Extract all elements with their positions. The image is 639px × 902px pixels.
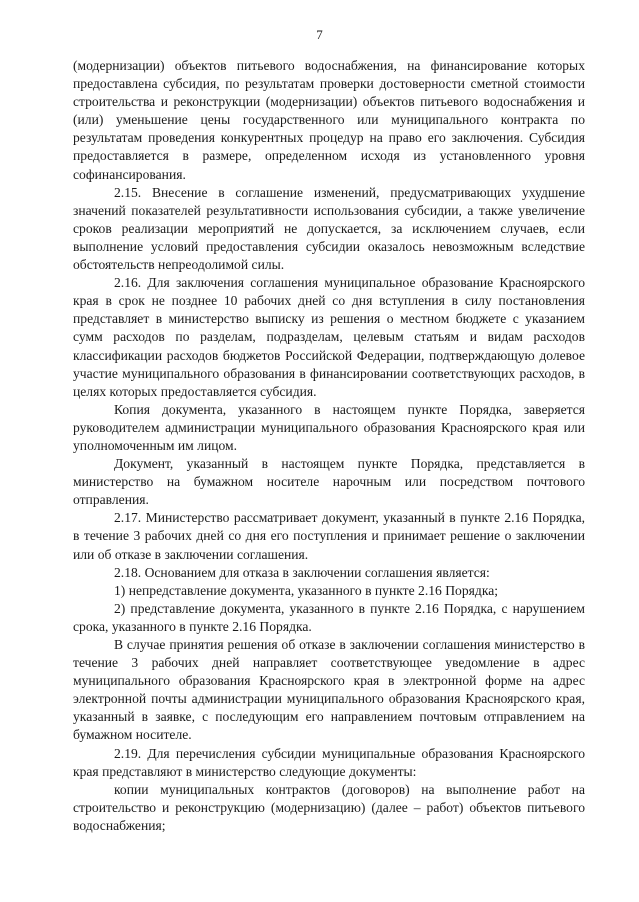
page-number: 7 [316,27,323,42]
paragraph: 2.16. Для заключения соглашения муниципальное образование Красноярского края в срок не позднее 10 рабочих дней со дня вступления в силу постановления представляет в министерство выписку из решения о местном бюджете с указанием сумм расходов по разделам, подразделам, целевым статьям и видам расходов классификации расходов бюджетов Российской Федерации, подтверждающую долевое участие муниципального образования в финансировании соответствующих расходов, в целях которых предоставляется субсидия. [73,275,585,399]
paragraph: Копия документа, указанного в настоящем пункте Порядка, заверяется руководителем администрации муниципального образования Красноярского края или уполномоченным им лицом. [73,401,585,453]
paragraph: В случае принятия решения об отказе в заключении соглашения министерство в течение 3 рабочих дней направляет соответствующее уведомление в адрес муниципального образования Красноярского края в электронной форме на адрес электронной почты администрации муниципального образования Красноярского края, указанный в заявке, с последующим его направлением почтовым отправлением на бумажном носителе. [73,637,585,743]
paragraph: копии муниципальных контрактов (договоров) на выполнение работ на строительство и реконструкцию (модернизацию) (далее – работ) объектов питьевого водоснабжения; [73,781,585,833]
paragraph: 1) непредставление документа, указанного в пункте 2.16 Порядка; [114,582,499,598]
document-body [73,57,585,835]
paragraph: (модернизации) объектов питьевого водоснабжения, на финансирование которых предоставлена субсидия, по результатам проверки достоверности сметной стоимости строительства и реконструкции (модернизации) объектов питьевого водоснабжения и (или) уменьшение цены государственного или муниципального контракта по результатам проведения конкурентных процедур на право его заключения. Субсидия предоставляется в размере, определенном исходя из установленного уровня софинансирования. [73,58,585,182]
paragraph: 2) представление документа, указанного в пункте 2.16 Порядка, с нарушением срока, указанного в пункте 2.16 Порядка. [73,600,585,634]
paragraph: 2.18. Основанием для отказа в заключении соглашения является: [114,564,490,580]
paragraph: Документ, указанный в настоящем пункте Порядка, представляется в министерство на бумажном носителе нарочным или посредством почтового отправления. [73,456,585,508]
paragraph: 2.15. Внесение в соглашение изменений, предусматривающих ухудшение значений показателей результативности использования субсидии, а также увеличение сроков реализации мероприятий не допускается, за исключением случаев, если выполнение условий предоставления субсидии оказалось невозможным вследствие обстоятельств непреодолимой силы. [73,184,585,273]
paragraph: 2.17. Министерство рассматривает документ, указанный в пункте 2.16 Порядка, в течение 3 рабочих дней со дня его поступления и принимает решение о заключении или об отказе в заключении соглашения. [73,510,585,562]
paragraph: 2.19. Для перечисления субсидии муниципальные образования Красноярского края представляют в министерство следующие документы: [73,745,585,779]
